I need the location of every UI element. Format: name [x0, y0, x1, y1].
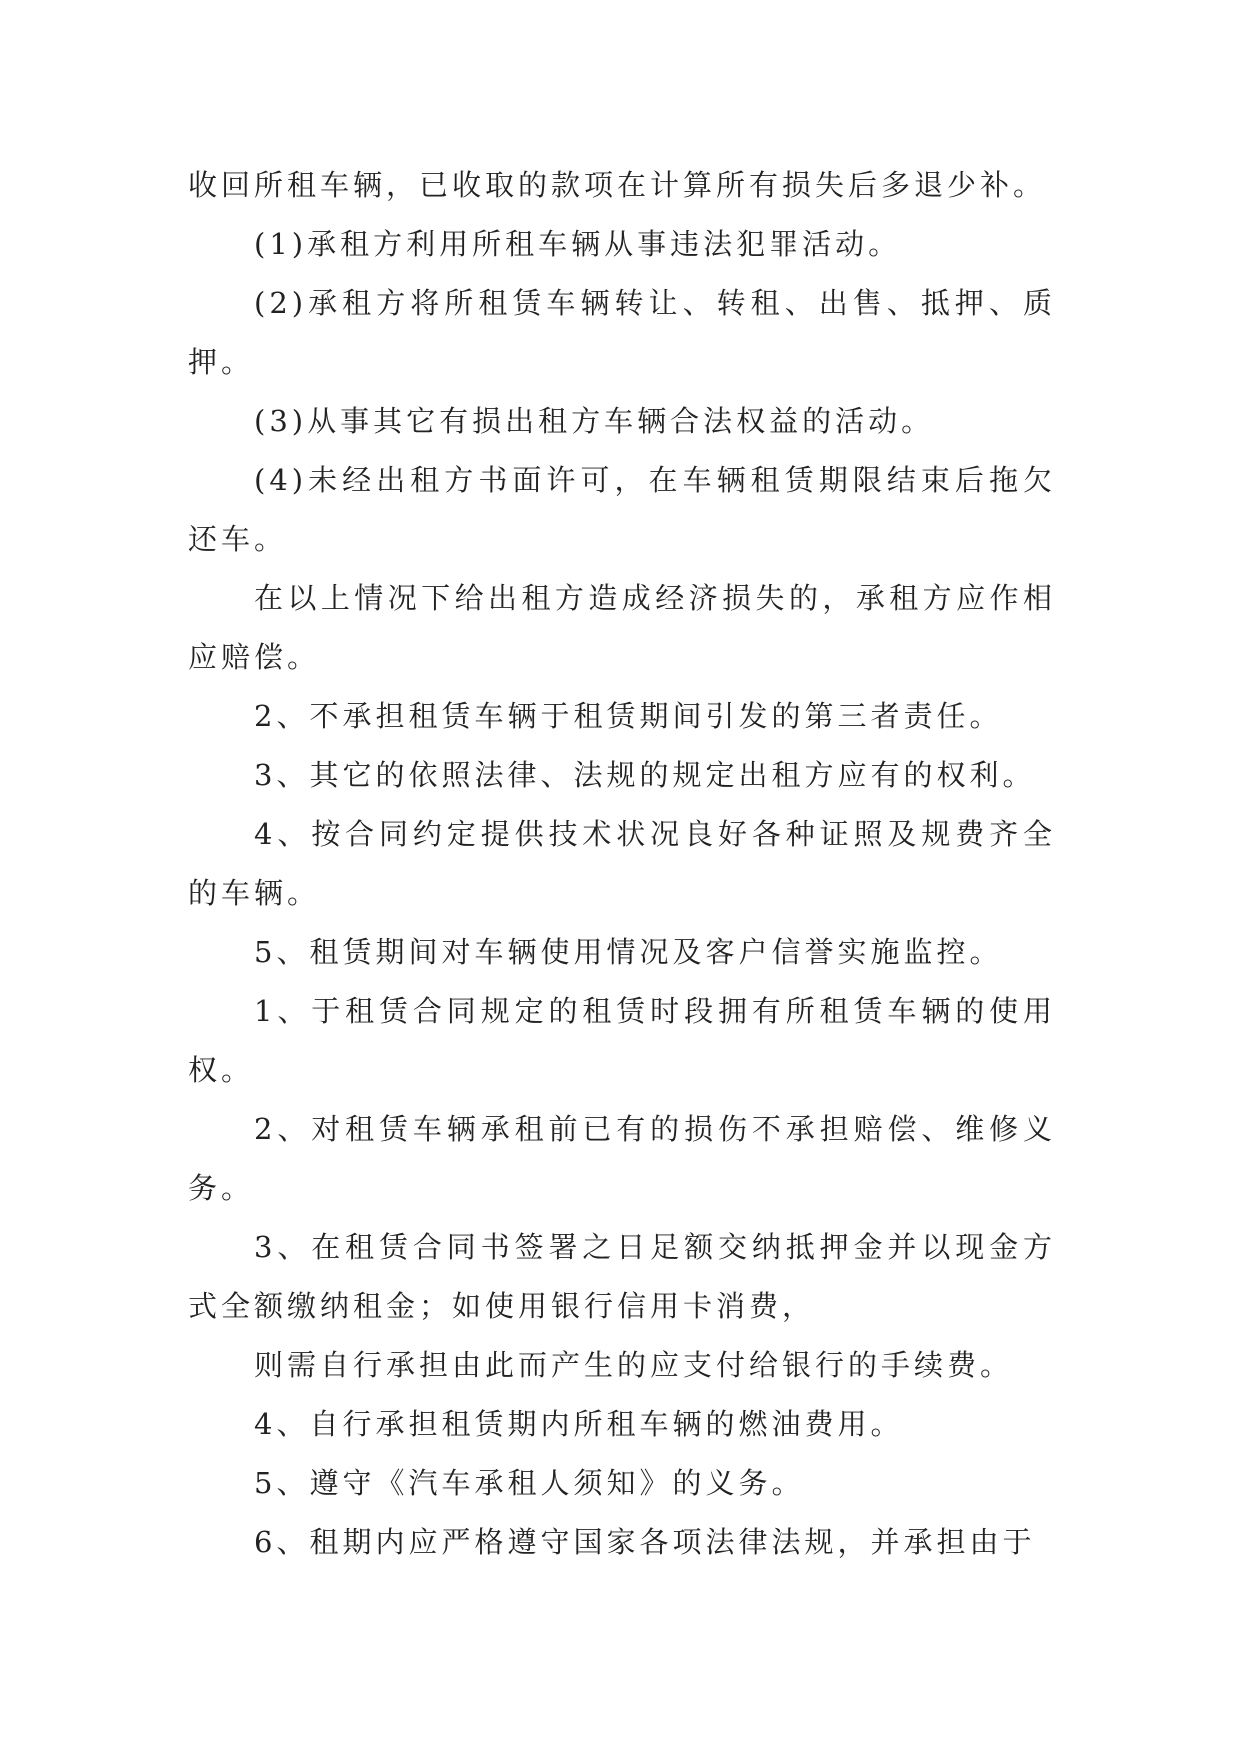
paragraph: 5、遵守《汽车承租人须知》的义务。 [254, 1466, 805, 1500]
paragraph: 3、其它的依照法律、法规的规定出租方应有的权利。 [254, 758, 1036, 792]
paragraph: (1)承租方利用所租车辆从事违法犯罪活动。 [254, 227, 902, 261]
paragraph: (2)承租方将所租赁车辆转让、转租、出售、抵押、质押。 [188, 286, 1056, 379]
paragraph: 则需自行承担由此而产生的应支付给银行的手续费。 [254, 1348, 1014, 1382]
paragraph: 在以上情况下给出租方造成经济损失的，承租方应作相应赔偿。 [188, 581, 1056, 674]
paragraph: 5、租赁期间对车辆使用情况及客户信誉实施监控。 [254, 935, 1003, 969]
paragraph: (4)未经出租方书面许可，在车辆租赁期限结束后拖欠还车。 [188, 463, 1056, 556]
paragraph: 4、自行承担租赁期内所租车辆的燃油费用。 [254, 1407, 904, 1441]
paragraph: 1、于租赁合同规定的租赁时段拥有所租赁车辆的使用权。 [188, 994, 1056, 1087]
paragraph: 收回所租车辆，已收取的款项在计算所有损失后多退少补。 [188, 168, 1047, 202]
paragraph: 3、在租赁合同书签署之日足额交纳抵押金并以现金方式全额缴纳租金；如使用银行信用卡消费， [188, 1230, 1056, 1323]
paragraph: 4、按合同约定提供技术状况良好各种证照及规费齐全的车辆。 [188, 817, 1056, 910]
paragraph: 2、对租赁车辆承租前已有的损伤不承担赔偿、维修义务。 [188, 1112, 1056, 1205]
document-body [188, 156, 1056, 1572]
paragraph: (3)从事其它有损出租方车辆合法权益的活动。 [254, 404, 935, 438]
paragraph: 6、租期内应严格遵守国家各项法律法规，并承担由于 [254, 1525, 1036, 1559]
paragraph: 2、不承担租赁车辆于租赁期间引发的第三者责任。 [254, 699, 1003, 733]
